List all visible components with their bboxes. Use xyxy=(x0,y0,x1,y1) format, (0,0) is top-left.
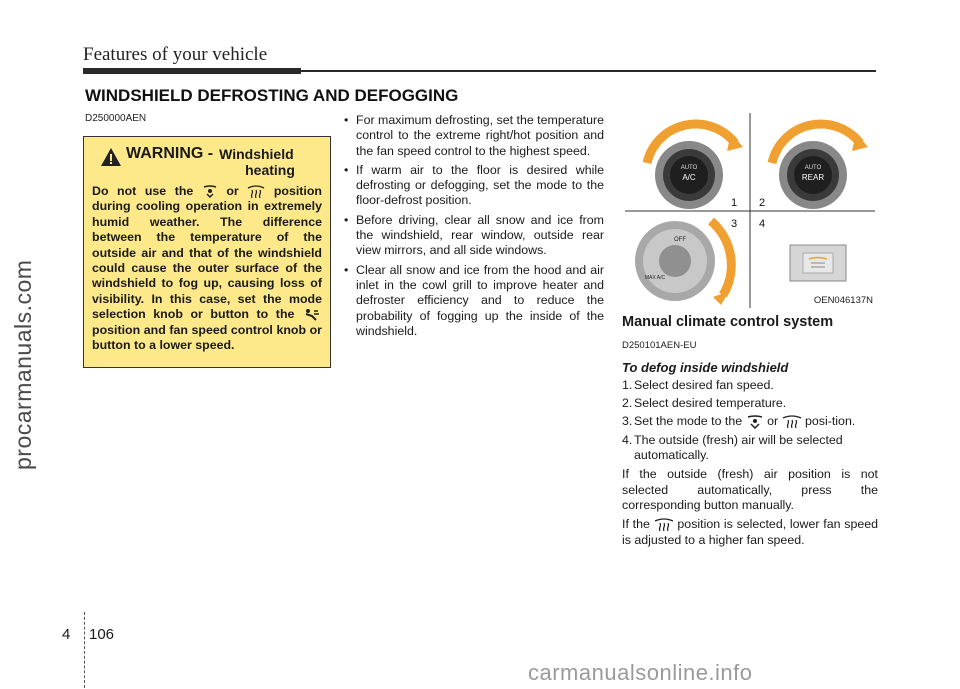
floor-defrost-icon xyxy=(746,415,764,429)
list-item xyxy=(342,113,604,159)
knob-3-label: OFF xyxy=(674,237,686,243)
bullet-text: If warm air to the floor is desired while defrosting or defogging, set the mode to the floor-defrost position. xyxy=(356,162,604,208)
defog-subheading: To defog inside windshield xyxy=(622,359,789,375)
bullet-text: Clear all snow and ice from the hood and air inlet in the cowl grill to improve heater and defroster efficiency and to reduce the probability of fogging up the inside of the windshield. xyxy=(356,262,604,338)
manual-climate-section xyxy=(622,315,878,551)
warning-box xyxy=(83,136,331,368)
bullet-dot: • xyxy=(344,212,349,227)
knob-1-label: A/C xyxy=(682,173,696,182)
paragraph-fan-speed xyxy=(622,517,878,548)
bullet-dot: • xyxy=(344,113,349,127)
climate-control-illustration xyxy=(625,113,875,308)
warning-text-part4: position and fan speed control knob or button to a lower speed. xyxy=(92,322,322,353)
knob-2-label: REAR xyxy=(801,173,825,182)
climate-control-figure xyxy=(625,113,875,308)
defrost-icon xyxy=(247,185,265,199)
figure-code: OEN046137N xyxy=(813,295,873,306)
bullet-dot: • xyxy=(344,162,349,177)
step-number: 3. xyxy=(622,414,633,429)
step-text-c: posi-tion. xyxy=(805,414,856,429)
figure-label-2: 2 xyxy=(759,197,766,209)
floor-defrost-icon xyxy=(202,185,218,199)
defrost-icon xyxy=(782,415,802,429)
page-divider xyxy=(84,612,86,688)
side-watermark: procarmanuals.com xyxy=(10,259,36,470)
header-rule xyxy=(83,68,301,74)
list-item xyxy=(342,213,604,259)
floor-vent-icon xyxy=(302,308,322,322)
knob-3-sub: MAX A/C xyxy=(644,275,666,281)
warning-label: WARNING - xyxy=(126,145,214,162)
manual-climate-code: D250101AEN-EU xyxy=(622,340,697,352)
header-title: Features of your vehicle xyxy=(83,44,268,65)
bullet-text: For maximum defrosting, set the temperature control to the extreme right/hot position and the fan speed control to the highest speed. xyxy=(356,113,604,158)
figure-label-1: 1 xyxy=(731,197,738,209)
step-text: The outside (fresh) air will be selected automatically. xyxy=(634,432,843,463)
defrost-icon xyxy=(654,518,674,532)
bullet-dot: • xyxy=(344,262,349,277)
section-code: D250000AEN xyxy=(85,113,147,124)
defrost-tips-list xyxy=(342,113,604,343)
step-number: 4. xyxy=(622,432,633,447)
step-text: Select desired temperature. xyxy=(634,396,787,411)
warning-subtitle xyxy=(219,146,295,178)
step-number: 2. xyxy=(622,396,633,411)
knob-2-top: AUTO xyxy=(804,165,822,171)
warning-header xyxy=(100,145,322,178)
knob-1-top: AUTO xyxy=(680,165,698,171)
bullet-text: Before driving, clear all snow and ice from the windshield, rear window, outside rear view mirrors, and all side windows. xyxy=(356,212,604,258)
para2-text-b: position is selected, lower fan speed is adjusted to a higher fan speed. xyxy=(622,517,879,547)
step-number: 1. xyxy=(622,377,633,392)
manual-climate-title: Manual climate control system xyxy=(622,314,834,330)
list-item xyxy=(342,263,604,339)
figure-label-3: 3 xyxy=(731,218,738,230)
step-text: Select desired fan speed. xyxy=(634,377,774,392)
page-number: 106 xyxy=(89,626,115,643)
figure-label-4: 4 xyxy=(759,218,766,230)
warning-subtitle-line2: heating xyxy=(245,162,295,178)
list-item xyxy=(622,414,878,429)
chapter-number: 4 xyxy=(62,626,71,643)
warning-triangle-icon xyxy=(100,147,122,167)
list-item xyxy=(342,163,604,209)
list-item xyxy=(622,396,878,411)
list-item xyxy=(622,433,878,464)
list-item xyxy=(622,378,878,393)
warning-text-part3: position during cooling operation in extremely humid weather. The difference between the temperature of the outside air and that of the windshield could cause the outer surface of the windshield to fog up, causing loss of visibility. In this case, set the mode selection knob or button to the xyxy=(92,184,322,322)
warning-subtitle-line1: Windshield xyxy=(219,146,294,162)
paragraph-fresh-air: If the outside (fresh) air position is not selected automatically, press the corresponding button manually. xyxy=(622,467,878,512)
step-text-a: Set the mode to the xyxy=(634,414,743,429)
bottom-watermark: carmanualsonline.info xyxy=(528,660,753,685)
warning-text-part1: Do not use the xyxy=(92,184,194,198)
header-rule-thin xyxy=(301,70,876,72)
step-text-b: or xyxy=(767,414,779,429)
section-title: WINDSHIELD DEFROSTING AND DEFOGGING xyxy=(85,86,459,105)
warning-text xyxy=(92,184,322,353)
warning-text-part2: or xyxy=(226,184,239,198)
para2-text-a: If the xyxy=(622,517,650,532)
